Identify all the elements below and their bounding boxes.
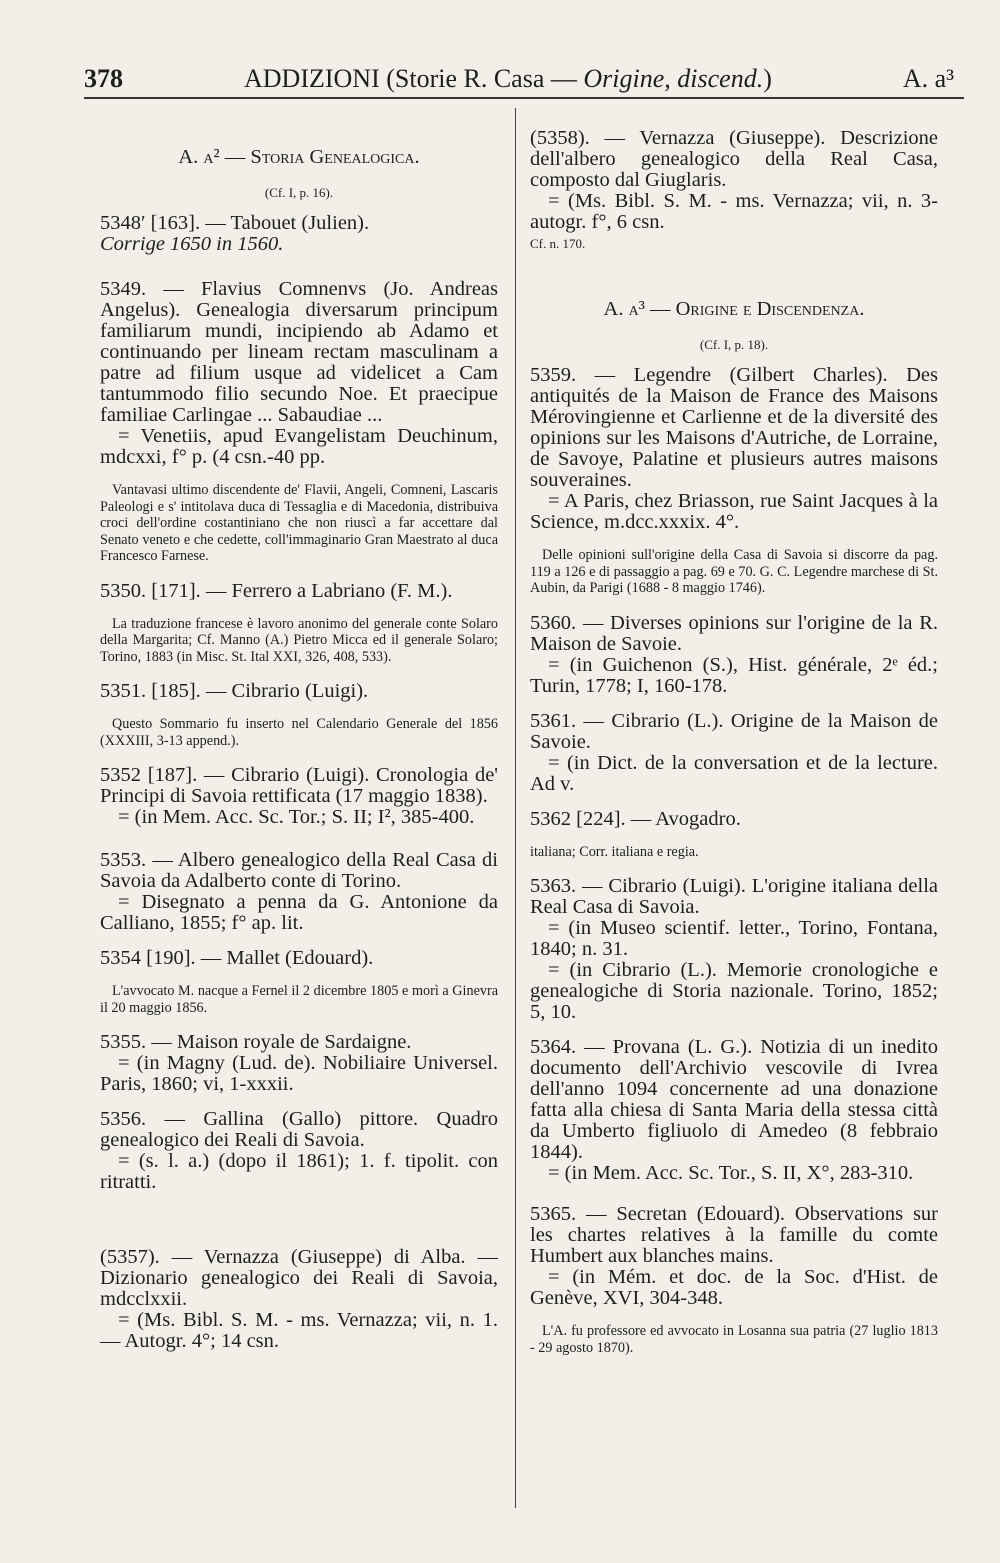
section-heading: A. a² — Storia Genealogica. bbox=[178, 146, 420, 168]
entry-imprint: = (in Mém. et doc. de la Soc. d'Hist. de Genève, XVI, 304-348. bbox=[530, 1266, 938, 1309]
entry-heading: 5365. — Secretan (Edouard). Observations sur les chartes relatives à la famille du comte Humbert aux blanches mains. bbox=[530, 1203, 938, 1267]
running-title-italic: Origine, discend. bbox=[583, 64, 764, 93]
entry-heading: 5356. — Gallina (Gallo) pittore. Quadro genealogico dei Reali di Savoia. bbox=[100, 1108, 498, 1151]
entry-imprint: = (in Dict. de la conversation et de la lecture. Ad v. bbox=[530, 751, 938, 795]
entry-5348 bbox=[100, 213, 498, 255]
running-title bbox=[244, 64, 772, 94]
entry-heading: 5353. — Albero genealogico della Real Casa di Savoia da Adalberto conte di Torino. bbox=[100, 849, 498, 892]
entry-imprint: = (in Mem. Acc. Sc. Tor.; S. II; I², 385-400. bbox=[118, 806, 475, 828]
entry-heading: 5348′ [163]. — Tabouet (Julien). bbox=[100, 212, 370, 234]
entry-heading: 5354 [190]. — Mallet (Edouard). bbox=[100, 947, 374, 969]
entry-heading: 5355. — Maison royale de Sardaigne. bbox=[100, 1031, 412, 1053]
right-column bbox=[530, 128, 938, 1372]
entry-5356 bbox=[100, 1109, 498, 1193]
entry-note: Delle opinioni sull'origine della Casa di Savoia si discorre da pag. 119 a 126 e di passaggio a pag. 69 e 70. G. C. Legendre marchese di St. Aubin, da Parigi (1688 - 8 maggio 1746). bbox=[530, 547, 938, 596]
entry-heading: 5363. — Cibrario (Luigi). L'origine italiana della Real Casa di Savoia. bbox=[530, 875, 938, 918]
entry-5351 bbox=[100, 681, 498, 702]
column-divider bbox=[515, 108, 516, 1508]
entry-5360 bbox=[530, 613, 938, 697]
entry-heading: 5359. — Legendre (Gilbert Charles). Des antiquités de la Maison de France des Maisons Mérovingienne et Carlienne et de la diversité des opinions sur les Maisons d'Autriche, de Lorraine, de Savoye, Palatine et plusieurs autres maisons souveraines. bbox=[530, 364, 938, 491]
entry-5355 bbox=[100, 1032, 498, 1095]
entry-note: italiana; Corr. italiana e regia. bbox=[530, 843, 699, 860]
entry-note: La traduzione francese è lavoro anonimo del generale conte Solaro della Margarita; Cf. Manno (A.) Pietro Micca ed il generale Solaro; Torino, 1883 (in Misc. St. Ital XXI, 326, 408, 533). bbox=[100, 615, 498, 665]
entry-heading: 5362 [224]. — Avogadro. bbox=[530, 807, 741, 830]
entry-heading: 5351. [185]. — Cibrario (Luigi). bbox=[100, 680, 369, 702]
entry-5364 bbox=[530, 1037, 938, 1184]
entry-note: L'avvocato M. nacque a Fernel il 2 dicembre 1805 e morì a Ginevra il 20 maggio 1856. bbox=[100, 983, 498, 1016]
header-rule bbox=[84, 97, 964, 99]
entry-imprint: = (Ms. Bibl. S. M. - ms. Vernazza; vii, n. 3- autogr. f°, 6 csn. bbox=[530, 190, 938, 233]
entry-note: Vantavasi ultimo discendente de' Flavii, Angeli, Comneni, Lascaris Paleologi e s' intitolava duca di Tessaglia e di Macedonia, distribuiva croci dell'ordine costantiniano che non riuscì a far accettare dal Senato veneto e che cedette, coll'immaginario Gran Maestrato al duca Francesco Farnese. bbox=[100, 482, 498, 564]
entry-5353 bbox=[100, 850, 498, 934]
page-number: 378 bbox=[84, 64, 123, 93]
entry-heading: 5352 [187]. — Cibrario (Luigi). Cronologia de' Principi di Savoia rettificata (17 maggio 1838). bbox=[100, 764, 498, 807]
entry-imprint: = (in Guichenon (S.), Hist. générale, 2ᵉ éd.; Turin, 1778; I, 160-178. bbox=[530, 653, 938, 697]
entry-5359 bbox=[530, 365, 938, 533]
spacer bbox=[100, 1207, 498, 1247]
entry-imprint: = Disegnato a penna da G. Antonione da Calliano, 1855; f° ap. lit. bbox=[100, 891, 498, 934]
cross-reference: (Cf. I, p. 18). bbox=[699, 337, 769, 352]
entry-5358 bbox=[530, 128, 938, 254]
entry-imprint: = (in Cibrario (L.). Memorie cronologiche e genealogiche di Storia nazionale. Torino, 1852; 5, 10. bbox=[530, 959, 938, 1023]
running-title-main: ADDIZIONI (Storie R. Casa — bbox=[244, 64, 577, 93]
entry-imprint: = A Paris, chez Briasson, rue Saint Jacques à la Science, m.dcc.xxxix. 4°. bbox=[530, 490, 938, 533]
entry-imprint: = (s. l. a.) (dopo il 1861); 1. f. tipolit. con ritratti. bbox=[100, 1150, 498, 1193]
entry-5362 bbox=[530, 809, 938, 830]
entry-heading: (5358). — Vernazza (Giuseppe). Descrizione dell'albero genealogico della Real Casa, composto dal Giuglaris. bbox=[530, 127, 938, 191]
entry-imprint: = (in Magny (Lud. de). Nobiliaire Universel. Paris, 1860; vi, 1-xxxii. bbox=[100, 1052, 498, 1095]
cross-reference: Cf. n. 170. bbox=[530, 236, 586, 251]
cross-reference: (Cf. I, p. 16). bbox=[264, 185, 334, 200]
entry-5361 bbox=[530, 711, 938, 795]
entry-5354 bbox=[100, 948, 498, 969]
entry-heading: 5349. — Flavius Comnenvs (Jo. Andreas Angelus). Genealogia diversarum principum familiarum mundi, incipiendo ab Adamo et continuando per lineam rectam masculinam a patre ad filium usque ad videlicet a Cam tantummodo filio secundo Noe. Et praecipue familiae Carlingae ... Sabaudiae ... bbox=[100, 278, 498, 426]
entry-correction: Corrige 1650 in 1560. bbox=[100, 233, 284, 255]
entry-5349 bbox=[100, 279, 498, 468]
entry-5350 bbox=[100, 581, 498, 602]
entry-imprint: = (in Museo scientif. letter., Torino, Fontana, 1840; n. 31. bbox=[530, 917, 938, 960]
section-heading: A. a³ — Origine e Discendenza. bbox=[603, 298, 865, 320]
entry-note: L'A. fu professore ed avvocato in Losanna sua patria (27 luglio 1813 - 29 agosto 1870). bbox=[530, 1323, 938, 1356]
running-title-close: ) bbox=[763, 64, 772, 93]
entry-heading: (5357). — Vernazza (Giuseppe) di Alba. — Dizionario genealogico dei Reali di Savoia, mdcclxxii. bbox=[100, 1246, 498, 1310]
entry-imprint: = Venetiis, apud Evangelistam Deuchinum, mdcxxi, f° p. (4 csn.-40 pp. bbox=[100, 425, 498, 468]
entry-heading: 5364. — Provana (L. G.). Notizia di un inedito documento dell'Archivio vescovile di Ivrea dell'anno 1094 concernente ad una donazione fatta alla chiesa di Santa Maria della stessa città da Umberto figliuolo di Amedeo (8 febbraio 1844). bbox=[530, 1036, 938, 1163]
entry-5365 bbox=[530, 1204, 938, 1309]
running-header bbox=[84, 64, 964, 94]
entry-heading: 5360. — Diverses opinions sur l'origine de la R. Maison de Savoie. bbox=[530, 611, 938, 655]
section-mark: A. a³ bbox=[902, 64, 954, 93]
entry-5357 bbox=[100, 1247, 498, 1352]
entry-imprint: = (in Mem. Acc. Sc. Tor., S. II, X°, 283-310. bbox=[548, 1162, 914, 1184]
entry-heading: 5350. [171]. — Ferrero a Labriano (F. M.). bbox=[100, 579, 453, 602]
entry-imprint: = (Ms. Bibl. S. M. - ms. Vernazza; vii, n. 1. — Autogr. 4°; 14 csn. bbox=[100, 1309, 498, 1352]
entry-note: Questo Sommario fu inserto nel Calendario Generale del 1856 (XXXIII, 3-13 append.). bbox=[100, 716, 498, 749]
entry-5363 bbox=[530, 876, 938, 1023]
entry-5352 bbox=[100, 765, 498, 828]
left-column bbox=[100, 128, 498, 1366]
entry-heading: 5361. — Cibrario (L.). Origine de la Maison de Savoie. bbox=[530, 709, 938, 753]
